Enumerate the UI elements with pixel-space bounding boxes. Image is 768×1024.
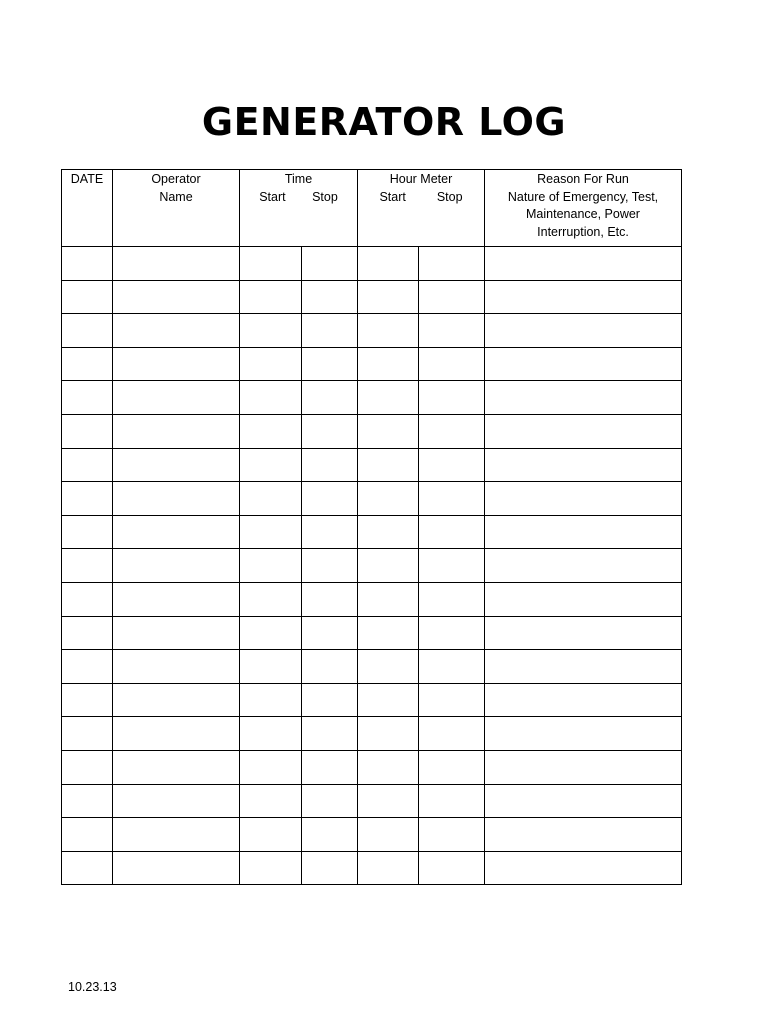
table-row: [62, 314, 682, 348]
time-start-cell[interactable]: [240, 247, 302, 281]
reason-cell[interactable]: [485, 247, 682, 281]
operator-cell[interactable]: [113, 247, 240, 281]
date-cell[interactable]: [62, 650, 113, 684]
time-start-cell[interactable]: [240, 784, 302, 818]
date-cell[interactable]: [62, 616, 113, 650]
time-stop-cell[interactable]: [302, 650, 358, 684]
date-cell[interactable]: [62, 717, 113, 751]
table-row: [62, 549, 682, 583]
date-cell[interactable]: [62, 750, 113, 784]
hour-start-cell[interactable]: [358, 381, 419, 415]
time-stop-cell[interactable]: [302, 582, 358, 616]
hour-stop-cell[interactable]: [419, 280, 485, 314]
hour-start-cell[interactable]: [358, 650, 419, 684]
time-stop-cell[interactable]: [302, 549, 358, 583]
time-start-cell[interactable]: [240, 717, 302, 751]
hour-stop-cell[interactable]: [419, 851, 485, 885]
time-start-cell[interactable]: [240, 347, 302, 381]
header-time: [240, 170, 358, 247]
reason-cell[interactable]: [485, 683, 682, 717]
hour-stop-cell[interactable]: [419, 750, 485, 784]
table-row: [62, 448, 682, 482]
hour-start-cell[interactable]: [358, 549, 419, 583]
date-cell[interactable]: [62, 414, 113, 448]
hour-stop-cell[interactable]: [419, 414, 485, 448]
table-row: [62, 582, 682, 616]
time-stop-cell[interactable]: [302, 683, 358, 717]
operator-cell[interactable]: [113, 280, 240, 314]
operator-cell[interactable]: [113, 549, 240, 583]
header-reason-line3: Maintenance, Power: [526, 207, 640, 221]
generator-log-table: [61, 169, 682, 885]
hour-start-cell[interactable]: [358, 448, 419, 482]
time-start-cell[interactable]: [240, 616, 302, 650]
time-start-cell[interactable]: [240, 650, 302, 684]
hour-start-cell[interactable]: [358, 616, 419, 650]
time-stop-cell[interactable]: [302, 818, 358, 852]
hour-stop-cell[interactable]: [419, 784, 485, 818]
time-start-cell[interactable]: [240, 381, 302, 415]
hour-start-cell[interactable]: [358, 314, 419, 348]
reason-cell[interactable]: [485, 818, 682, 852]
hour-start-cell[interactable]: [358, 851, 419, 885]
reason-cell[interactable]: [485, 314, 682, 348]
reason-cell[interactable]: [485, 515, 682, 549]
table-row: [62, 851, 682, 885]
date-cell[interactable]: [62, 280, 113, 314]
header-hour-start: Start: [379, 189, 406, 204]
header-reason-line4: Interruption, Etc.: [537, 224, 629, 239]
date-cell[interactable]: [62, 347, 113, 381]
time-stop-cell[interactable]: [302, 616, 358, 650]
hour-start-cell[interactable]: [358, 683, 419, 717]
operator-cell[interactable]: [113, 314, 240, 348]
hour-stop-cell[interactable]: [419, 448, 485, 482]
reason-cell[interactable]: [485, 616, 682, 650]
time-start-cell[interactable]: [240, 280, 302, 314]
operator-cell[interactable]: [113, 818, 240, 852]
table-row: [62, 347, 682, 381]
header-operator: [113, 170, 240, 247]
reason-cell[interactable]: [485, 381, 682, 415]
reason-cell[interactable]: [485, 482, 682, 516]
time-stop-cell[interactable]: [302, 247, 358, 281]
operator-cell[interactable]: [113, 582, 240, 616]
header-date: [62, 170, 113, 247]
page-title: GENERATOR LOG: [201, 100, 567, 144]
header-time-subcolumns: [240, 189, 357, 207]
time-stop-cell[interactable]: [302, 314, 358, 348]
header-time-stop: Stop: [312, 189, 338, 204]
table-row: [62, 414, 682, 448]
time-start-cell[interactable]: [240, 549, 302, 583]
date-cell[interactable]: [62, 784, 113, 818]
hour-stop-cell[interactable]: [419, 381, 485, 415]
time-start-cell[interactable]: [240, 448, 302, 482]
hour-start-cell[interactable]: [358, 347, 419, 381]
hour-start-cell[interactable]: [358, 280, 419, 314]
reason-cell[interactable]: [485, 851, 682, 885]
time-start-cell[interactable]: [240, 515, 302, 549]
operator-cell[interactable]: [113, 851, 240, 885]
time-stop-cell[interactable]: [302, 381, 358, 415]
table-row: [62, 784, 682, 818]
table-row: [62, 482, 682, 516]
reason-cell[interactable]: [485, 347, 682, 381]
header-time-label: Time: [284, 172, 313, 186]
time-start-cell[interactable]: [240, 314, 302, 348]
date-cell[interactable]: [62, 818, 113, 852]
time-stop-cell[interactable]: [302, 717, 358, 751]
hour-start-cell[interactable]: [358, 818, 419, 852]
header-date-label: DATE: [70, 172, 104, 186]
date-cell[interactable]: [62, 683, 113, 717]
hour-stop-cell[interactable]: [419, 818, 485, 852]
reason-cell[interactable]: [485, 717, 682, 751]
operator-cell[interactable]: [113, 414, 240, 448]
table-row: [62, 683, 682, 717]
header-hour-meter-label: Hour Meter: [389, 172, 453, 186]
hour-start-cell[interactable]: [358, 582, 419, 616]
time-start-cell[interactable]: [240, 683, 302, 717]
table-row: [62, 650, 682, 684]
reason-cell[interactable]: [485, 582, 682, 616]
date-cell[interactable]: [62, 448, 113, 482]
date-cell[interactable]: [62, 482, 113, 516]
time-stop-cell[interactable]: [302, 750, 358, 784]
header-time-start: Start: [259, 189, 286, 204]
operator-cell[interactable]: [113, 448, 240, 482]
table-row: [62, 280, 682, 314]
header-reason-line1: Reason For Run: [537, 172, 629, 186]
table-row: [62, 818, 682, 852]
hour-start-cell[interactable]: [358, 784, 419, 818]
hour-stop-cell[interactable]: [419, 482, 485, 516]
operator-cell[interactable]: [113, 381, 240, 415]
time-start-cell[interactable]: [240, 818, 302, 852]
hour-stop-cell[interactable]: [419, 717, 485, 751]
time-start-cell[interactable]: [240, 851, 302, 885]
header-hour-meter: [358, 170, 485, 247]
hour-stop-cell[interactable]: [419, 549, 485, 583]
reason-cell[interactable]: [485, 280, 682, 314]
operator-cell[interactable]: [113, 784, 240, 818]
reason-cell[interactable]: [485, 784, 682, 818]
operator-cell[interactable]: [113, 750, 240, 784]
table-row: [62, 515, 682, 549]
hour-start-cell[interactable]: [358, 247, 419, 281]
operator-cell[interactable]: [113, 515, 240, 549]
reason-cell[interactable]: [485, 650, 682, 684]
table-row: [62, 247, 682, 281]
hour-start-cell[interactable]: [358, 750, 419, 784]
hour-stop-cell[interactable]: [419, 314, 485, 348]
hour-stop-cell[interactable]: [419, 347, 485, 381]
hour-stop-cell[interactable]: [419, 683, 485, 717]
header-operator-line2: Name: [159, 189, 193, 204]
reason-cell[interactable]: [485, 750, 682, 784]
operator-cell[interactable]: [113, 717, 240, 751]
log-body: [62, 247, 682, 885]
hour-start-cell[interactable]: [358, 515, 419, 549]
time-stop-cell[interactable]: [302, 784, 358, 818]
time-stop-cell[interactable]: [302, 347, 358, 381]
header-hour-subcolumns: [358, 189, 484, 207]
hour-stop-cell[interactable]: [419, 650, 485, 684]
table-row: [62, 616, 682, 650]
date-cell[interactable]: [62, 515, 113, 549]
hour-start-cell[interactable]: [358, 414, 419, 448]
time-stop-cell[interactable]: [302, 414, 358, 448]
header-hour-stop: Stop: [436, 189, 463, 204]
reason-cell[interactable]: [485, 448, 682, 482]
time-stop-cell[interactable]: [302, 482, 358, 516]
revision-date: 10.23.13: [68, 980, 117, 994]
operator-cell[interactable]: [113, 683, 240, 717]
operator-cell[interactable]: [113, 482, 240, 516]
hour-stop-cell[interactable]: [419, 515, 485, 549]
time-start-cell[interactable]: [240, 414, 302, 448]
operator-cell[interactable]: [113, 347, 240, 381]
date-cell[interactable]: [62, 247, 113, 281]
date-cell[interactable]: [62, 314, 113, 348]
reason-cell[interactable]: [485, 549, 682, 583]
header-row: [62, 170, 682, 247]
date-cell[interactable]: [62, 381, 113, 415]
header-reason: [485, 170, 682, 247]
time-stop-cell[interactable]: [302, 280, 358, 314]
hour-start-cell[interactable]: [358, 717, 419, 751]
time-stop-cell[interactable]: [302, 515, 358, 549]
operator-cell[interactable]: [113, 650, 240, 684]
time-start-cell[interactable]: [240, 482, 302, 516]
time-stop-cell[interactable]: [302, 448, 358, 482]
table-row: [62, 717, 682, 751]
header-reason-line2: Nature of Emergency, Test,: [507, 189, 659, 204]
time-start-cell[interactable]: [240, 582, 302, 616]
header-operator-line1: Operator: [151, 172, 201, 186]
table-row: [62, 381, 682, 415]
hour-stop-cell[interactable]: [419, 582, 485, 616]
date-cell[interactable]: [62, 582, 113, 616]
table-row: [62, 750, 682, 784]
time-stop-cell[interactable]: [302, 851, 358, 885]
hour-stop-cell[interactable]: [419, 247, 485, 281]
hour-stop-cell[interactable]: [419, 616, 485, 650]
operator-cell[interactable]: [113, 616, 240, 650]
time-start-cell[interactable]: [240, 750, 302, 784]
date-cell[interactable]: [62, 851, 113, 885]
reason-cell[interactable]: [485, 414, 682, 448]
date-cell[interactable]: [62, 549, 113, 583]
hour-start-cell[interactable]: [358, 482, 419, 516]
